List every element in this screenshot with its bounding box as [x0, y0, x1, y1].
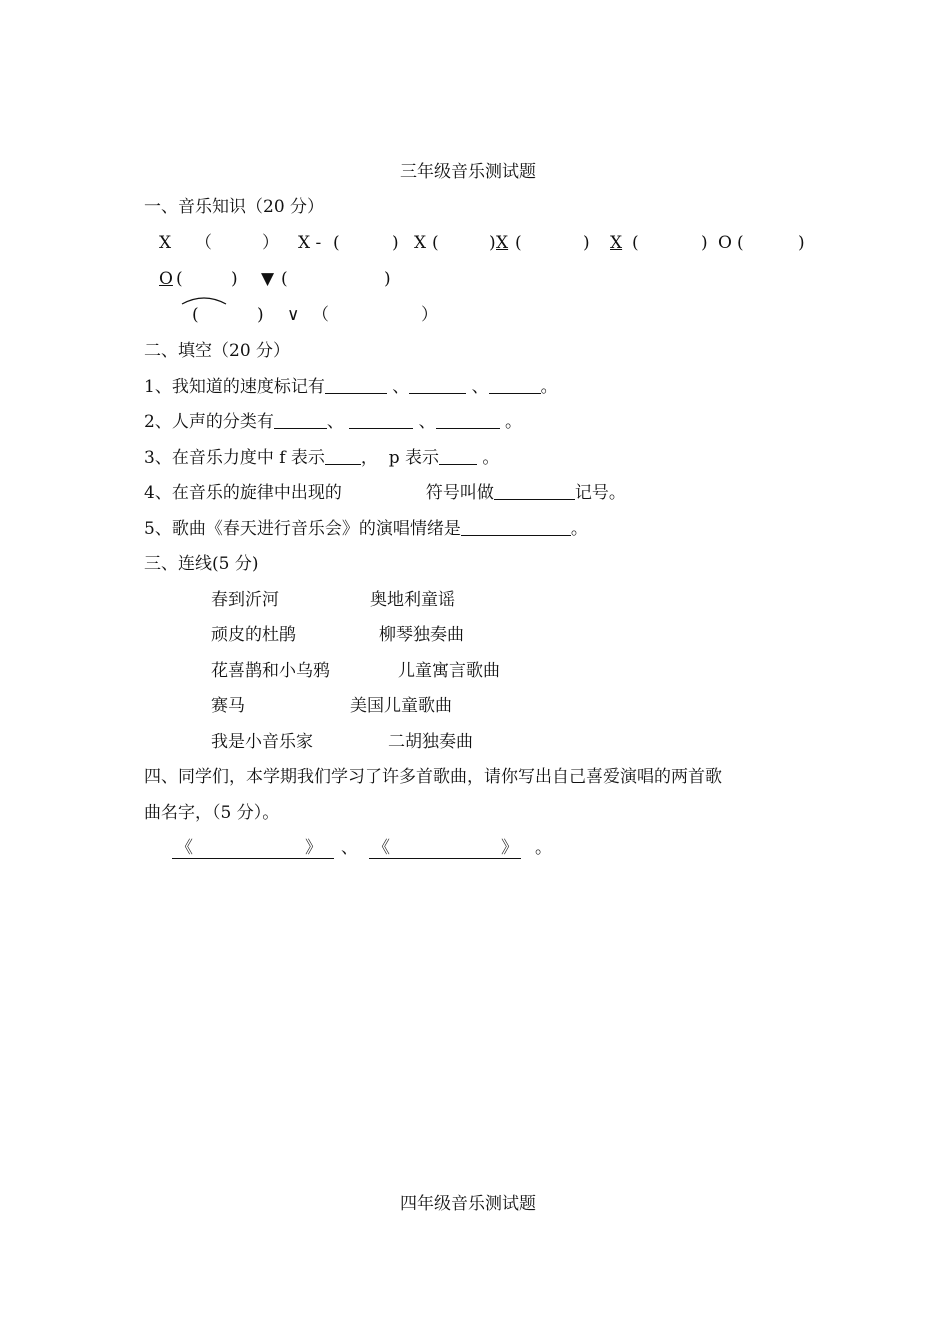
question-1: 1、我知道的速度标记有 、 、 。 — [144, 377, 558, 397]
note-x-quarter: X — [159, 233, 172, 253]
section4-line-1: 四、同学们，本学期我们学习了许多首歌曲，请你写出自己喜爱演唱的两首歌 — [144, 767, 722, 787]
section1-heading: 一、音乐知识（20 分） — [144, 197, 325, 217]
match-left-item[interactable]: 花喜鹊和小乌鸦 — [211, 661, 330, 681]
answer-blank[interactable] — [461, 518, 571, 536]
match-right-item[interactable]: 柳琴独奏曲 — [379, 625, 464, 645]
breath-mark-icon: ∨ — [287, 305, 300, 325]
next-page-title: 四年级音乐测试题 — [400, 1194, 536, 1214]
answer-blank[interactable] — [325, 376, 387, 394]
match-left-item[interactable]: 赛马 — [211, 696, 245, 716]
answer-blank[interactable] — [349, 411, 413, 429]
question-2: 2、人声的分类有 、 、 。 — [144, 412, 523, 432]
answer-blank[interactable] — [436, 411, 500, 429]
note-x-half: X - — [298, 233, 322, 253]
section3-heading: 三、连线(5 分) — [144, 554, 259, 574]
exam-page: 三年级音乐测试题 一、音乐知识（20 分） X （ ） X - ( ) X ( ) X ( ) X ( ) O ( ) O ( ) ▼ ( ) ( ) ∨ （ ） 二、填空（20 分） 1、我知道的速度标记有 、 、 。 2、人声的分类有 、 、 。 3、在音乐力度中 f 表示 ， p 表示 。 4、在音乐的旋律中出现的 符号叫做 记号。 5、歌曲《春天进行音乐会》的演唱情绪是 。 三、连线(5 分) 春到沂河 奥地利童谣 顽皮的杜鹃 柳琴独奏曲 花喜鹊和小乌鸦 儿童寓言歌曲 赛马 美国儿童歌曲 我是小音乐家 二胡独奏曲 四、同学们，本学期我们学习了许多首歌曲，请你写出自己喜爱演唱的两首歌 曲名字，（5 分）。 《 》 、 《 》 。 四年级音乐测试题 — [144, 162, 805, 1214]
note-x-plain: X — [414, 233, 427, 253]
question-5: 5、歌曲《春天进行音乐会》的演唱情绪是 。 — [144, 519, 588, 539]
answer-blank[interactable] — [439, 447, 477, 465]
section2-heading: 二、填空（20 分） — [144, 341, 291, 361]
match-right-item[interactable]: 奥地利童谣 — [370, 590, 455, 610]
answer-blank[interactable] — [325, 447, 361, 465]
note-x-sixteenth: X — [610, 233, 623, 253]
rest-quarter: O — [718, 233, 732, 253]
match-right-item[interactable]: 美国儿童歌曲 — [350, 696, 452, 716]
rest-eighth: O — [159, 269, 173, 289]
answer-blank[interactable] — [409, 376, 466, 394]
section4-line-2: 曲名字，（5 分）。 — [144, 803, 280, 823]
answer-blank[interactable] — [274, 411, 327, 429]
match-right-item[interactable]: 儿童寓言歌曲 — [398, 661, 500, 681]
match-left-item[interactable]: 顽皮的杜鹃 — [211, 625, 296, 645]
answer-blank[interactable] — [494, 482, 575, 500]
page-title: 三年级音乐测试题 — [400, 162, 536, 182]
slur-icon — [180, 292, 228, 306]
question-4: 4、在音乐的旋律中出现的 符号叫做 记号。 — [144, 483, 626, 503]
match-left-item[interactable]: 我是小音乐家 — [211, 732, 313, 752]
song-answer-blank[interactable] — [369, 858, 521, 859]
match-right-item[interactable]: 二胡独奏曲 — [388, 732, 473, 752]
question-3: 3、在音乐力度中 f 表示 ， p 表示 。 — [144, 448, 500, 468]
match-left-item[interactable]: 春到沂河 — [211, 590, 279, 610]
note-x-eighth: X — [496, 233, 509, 253]
answer-blank[interactable] — [489, 376, 541, 394]
staccato-icon: ▼ — [261, 269, 275, 289]
